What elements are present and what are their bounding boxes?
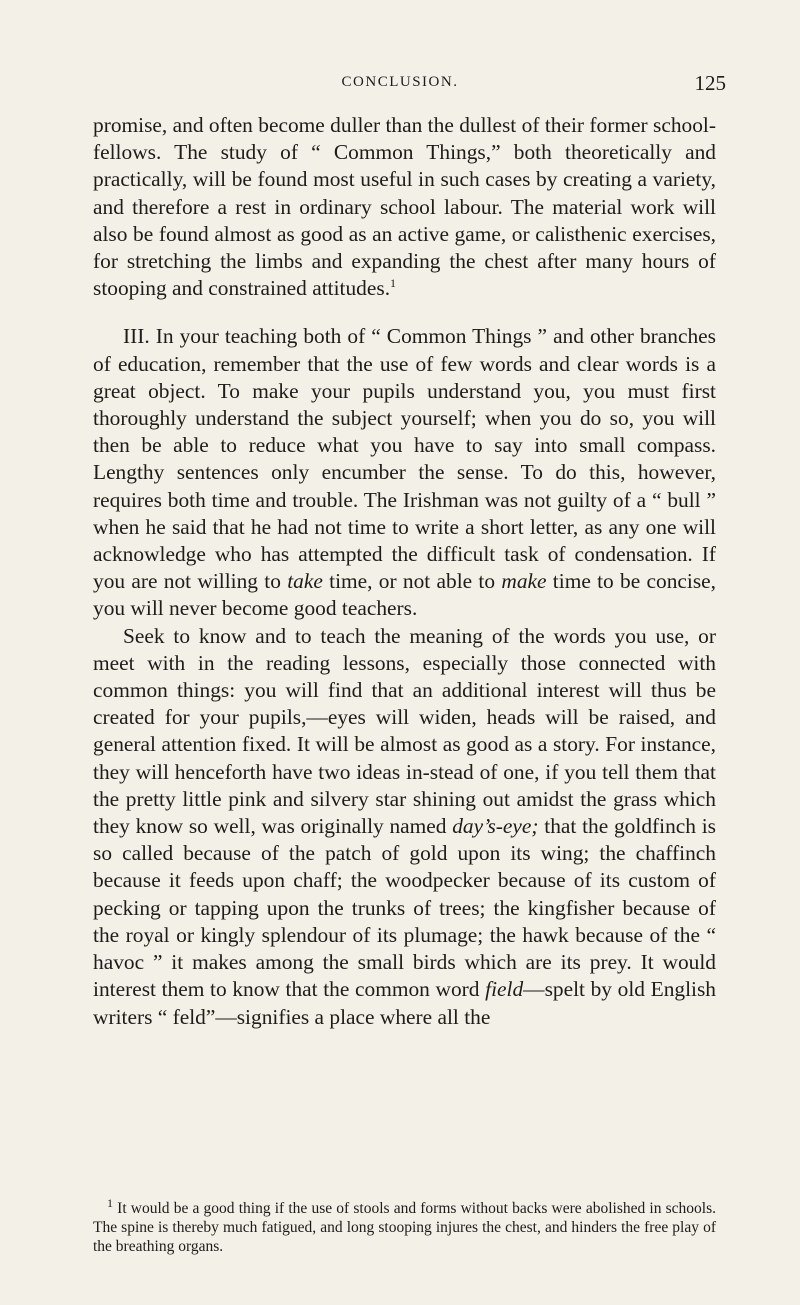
footnote-marker: 1 bbox=[107, 1195, 113, 1210]
text-run: Seek to know and to teach the meaning of the words you use, or meet with in the reading lessons, especially those connected with common things: you will find that an additional interest will thus be created for your pupils,—eyes will widen, heads will be raised, and general attention fixed. It will be almost as good as a story. For instance, they will henceforth have two ideas in-stead of one, if you tell them that the pretty little pink and silvery star shining out amidst the grass which they know so well, was originally named bbox=[93, 623, 716, 839]
footnote bbox=[93, 1195, 716, 1256]
text-run: time, or not able to bbox=[322, 569, 502, 594]
footnotes bbox=[93, 1195, 716, 1256]
footnote-text: It would be a good thing if the use of stools and forms without backs were abolished in schools. The spine is thereby much fatigued, and long stooping injures the chest, and hinders the free play of the breathing organs. bbox=[93, 1200, 716, 1255]
text-run: that the goldfinch is so called because of the patch of gold upon its wing; the chaffinch because it feeds upon chaff; the woodpecker because of its custom of pecking or tapping upon the trunks of trees; the kingfisher because of the royal or kingly splendour of its plumage; the hawk because of the “ havoc ” it makes among the small birds which are its prey. It would interest them to know that the common word bbox=[93, 814, 716, 1002]
text-run: —spelt by old English writers “ feld”—signifies a place where all the bbox=[93, 977, 716, 1029]
paragraph bbox=[93, 323, 716, 622]
footnote-reference: 1 bbox=[390, 276, 397, 291]
page-header bbox=[0, 71, 800, 100]
text-run: III. In your teaching both of “ Common Things ” and other branches of education, remember that the use of few words and clear words is a great object. To make your pupils understand you, you must first thoroughly understand the subject yourself; when you do so, you will then be able to reduce what you have to say into small compass. Lengthy sentences only encumber the sense. To do this, however, requires both time and trouble. The Irishman was not guilty of a “ bull ” when he said that he had not time to write a short letter, as any one will acknowledge who has attempted the difficult task of condensation. If you are not willing to bbox=[93, 324, 716, 594]
italic-text: make bbox=[501, 569, 547, 594]
body-text bbox=[93, 112, 716, 1031]
paragraph bbox=[93, 623, 716, 1031]
running-head: CONCLUSION. bbox=[341, 74, 459, 90]
paragraph bbox=[93, 112, 716, 302]
italic-text: day’s-eye; bbox=[452, 814, 539, 839]
italic-text: take bbox=[287, 569, 323, 594]
page-number: 125 bbox=[694, 71, 726, 95]
italic-text: field bbox=[485, 977, 524, 1002]
text-run: promise, and often become duller than the dullest of their former school-fellows. The study of “ Common Things,” both theoretically and practically, will be found most useful in such cases by creating a variety, and therefore a rest in ordinary school labour. The material work will also be found almost as good as an active game, or calisthenic exercises, for stretching the limbs and expanding the chest after many hours of stooping and constrained attitudes. bbox=[93, 113, 716, 301]
text-run: time to be concise, you will never become good teachers. bbox=[93, 569, 716, 621]
